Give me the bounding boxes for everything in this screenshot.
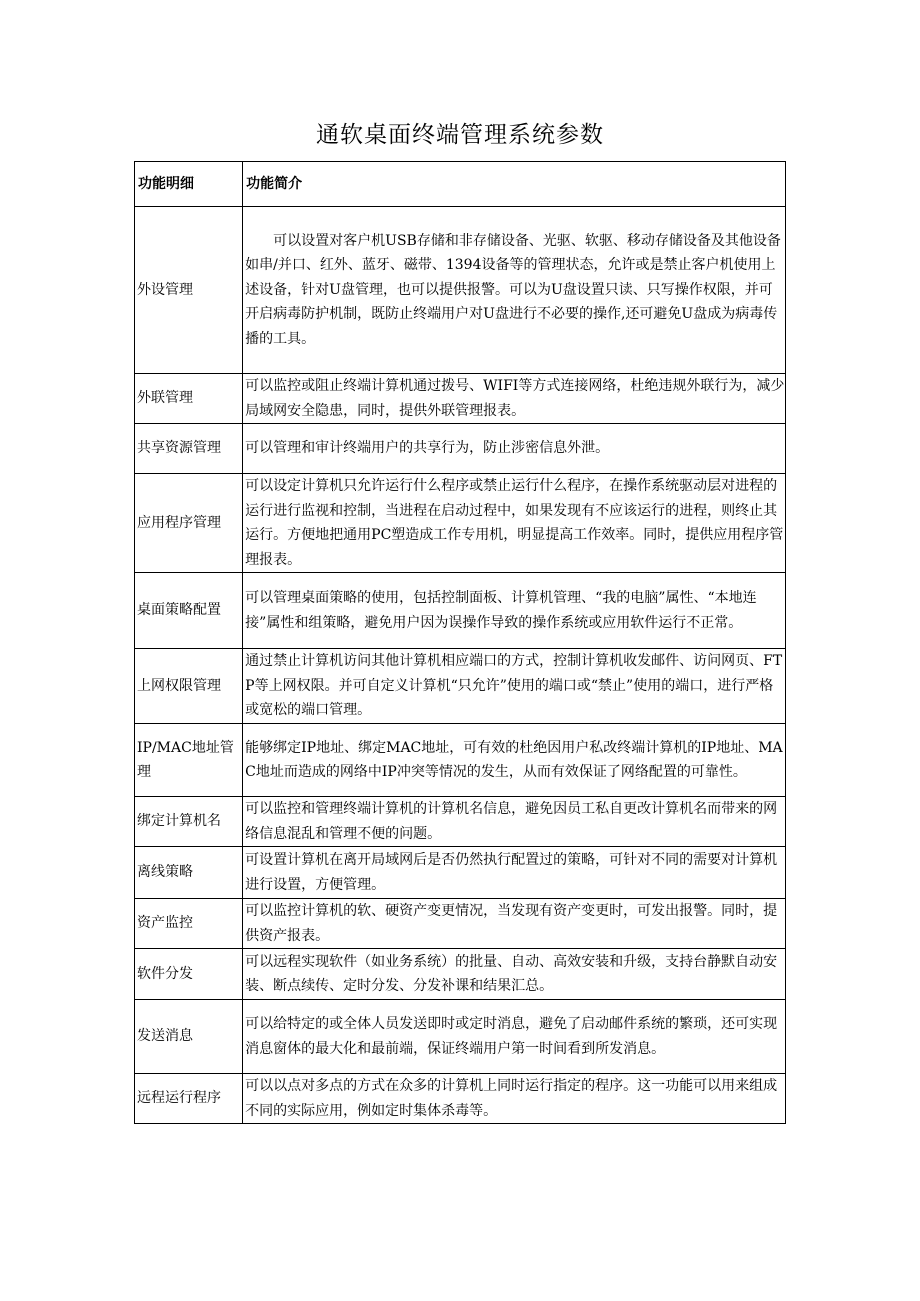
feature-description: 可以远程实现软件（如业务系统）的批量、自动、高效安装和升级，支持台静默自动安装、断点续传、定时分发、分发补课和结果汇总。: [243, 949, 786, 1000]
feature-name: 共享资源管理: [135, 424, 243, 474]
feature-description: 可以管理和审计终端用户的共享行为，防止涉密信息外泄。: [243, 424, 786, 474]
feature-name: 桌面策略配置: [135, 573, 243, 649]
feature-name: IP/MAC地址管理: [135, 724, 243, 797]
table-row: [135, 797, 786, 847]
feature-description: 可设置计算机在离开局域网后是否仍然执行配置过的策略，可针对不同的需要对计算机进行设置，方便管理。: [243, 847, 786, 899]
table-row: [135, 207, 786, 374]
feature-description: 可以以点对多点的方式在众多的计算机上同时运行指定的程序。这一功能可以用来组成不同的实际应用，例如定时集体杀毒等。: [243, 1074, 786, 1124]
header-feature-summary: 功能简介: [243, 162, 786, 207]
table-row: [135, 724, 786, 797]
table-row: [135, 424, 786, 474]
table-row: [135, 649, 786, 724]
feature-name: 应用程序管理: [135, 474, 243, 573]
feature-name: 上网权限管理: [135, 649, 243, 724]
feature-name: 资产监控: [135, 899, 243, 949]
feature-name: 外设管理: [135, 207, 243, 374]
table-row: [135, 847, 786, 899]
table-row: [135, 899, 786, 949]
header-feature-detail: 功能明细: [135, 162, 243, 207]
table-row: [135, 374, 786, 424]
feature-name: 远程运行程序: [135, 1074, 243, 1124]
feature-description: 可以监控和管理终端计算机的计算机名信息，避免因员工私自更改计算机名而带来的网络信息混乱和管理不便的问题。: [243, 797, 786, 847]
feature-name: 绑定计算机名: [135, 797, 243, 847]
feature-description: 可以管理桌面策略的使用，包括控制面板、计算机管理、“我的电脑”属性、“本地连接”属性和组策略，避免用户因为误操作导致的操作系统或应用软件运行不正常。: [243, 573, 786, 649]
feature-name: 软件分发: [135, 949, 243, 1000]
feature-description: 可以监控或阻止终端计算机通过拨号、WIFI等方式连接网络，杜绝违规外联行为，减少局域网安全隐患，同时，提供外联管理报表。: [243, 374, 786, 424]
table-row: [135, 1074, 786, 1124]
feature-description: 可以监控计算机的软、硬资产变更情况，当发现有资产变更时，可发出报警。同时，提供资产报表。: [243, 899, 786, 949]
feature-description: 能够绑定IP地址、绑定MAC地址，可有效的杜绝因用户私改终端计算机的IP地址、MAC地址而造成的网络中IP冲突等情况的发生，从而有效保证了网络配置的可靠性。: [243, 724, 786, 797]
feature-name: 外联管理: [135, 374, 243, 424]
table-header-row: [135, 162, 786, 207]
page-title: 通软桌面终端管理系统参数: [316, 122, 604, 148]
table-row: [135, 949, 786, 1000]
feature-description: 可以给特定的或全体人员发送即时或定时消息，避免了启动邮件系统的繁琐，还可实现消息窗体的最大化和最前端，保证终端用户第一时间看到所发消息。: [243, 1000, 786, 1074]
feature-description: 通过禁止计算机访问其他计算机相应端口的方式，控制计算机收发邮件、访问网页、FTP等上网权限。并可自定义计算机“只允许”使用的端口或“禁止”使用的端口，进行严格或宽松的端口管理。: [243, 649, 786, 724]
parameter-table: [134, 161, 786, 1124]
table-row: [135, 573, 786, 649]
feature-name: 离线策略: [135, 847, 243, 899]
table-row: [135, 474, 786, 573]
feature-description: 可以设定计算机只允许运行什么程序或禁止运行什么程序，在操作系统驱动层对进程的运行进行监视和控制，当进程在启动过程中，如果发现有不应该运行的进程，则终止其运行。方便地把通用PC塑造成工作专用机，明显提高工作效率。同时，提供应用程序管理报表。: [243, 474, 786, 573]
feature-name: 发送消息: [135, 1000, 243, 1074]
table-row: [135, 1000, 786, 1074]
feature-description: 可以设置对客户机USB存储和非存储设备、光驱、软驱、移动存储设备及其他设备如串/并口、红外、蓝牙、磁带、1394设备等的管理状态，允许或是禁止客户机使用上述设备，针对U盘管理，也可以提供报警。可以为U盘设置只读、只写操作权限，并可开启病毒防护机制，既防止终端用户对U盘进行不必要的操作,还可避免U盘成为病毒传播的工具。: [243, 207, 786, 374]
